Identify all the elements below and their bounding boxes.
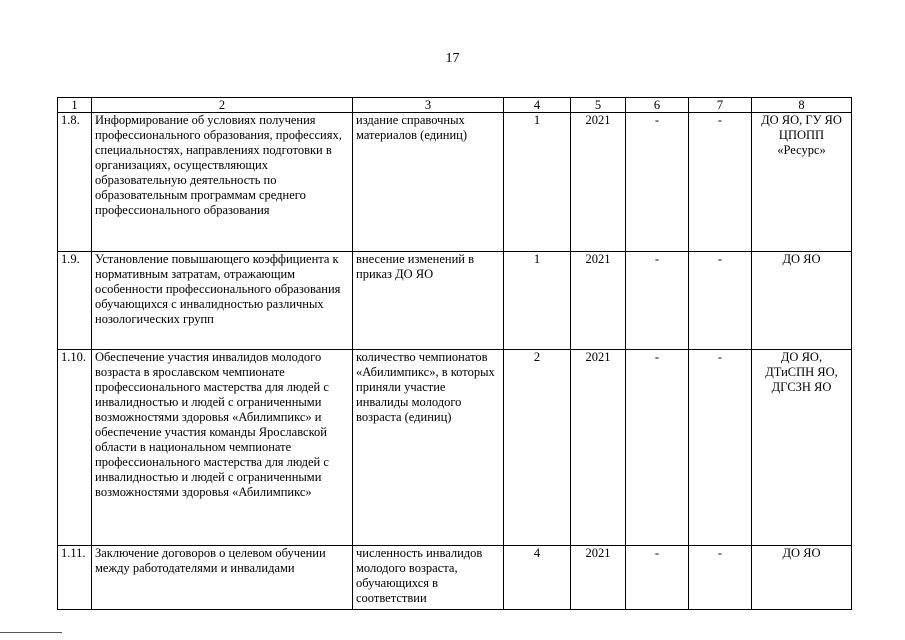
row-year: 2021 <box>571 350 626 546</box>
row-number: 1.9. <box>58 252 92 350</box>
header-cell: 2 <box>92 98 353 113</box>
row-year: 2021 <box>571 113 626 252</box>
header-cell: 4 <box>504 98 571 113</box>
page-number: 17 <box>445 51 460 66</box>
row-measure: Установление повышающего коэффициента к нормативным затратам, отражающим особенности профессионального образования обучающихся с инвалидностью различных нозологических групп <box>92 252 353 350</box>
row-value: 1 <box>504 113 571 252</box>
row-col7: - <box>689 350 752 546</box>
row-indicator: численность инвалидов молодого возраста, обучающихся в соответствии <box>353 546 504 610</box>
row-col6: - <box>626 546 689 610</box>
row-executor: ДО ЯО, ГУ ЯО ЦПОПП «Ресурс» <box>752 113 852 252</box>
row-indicator: количество чемпионатов «Абилимпикс», в которых приняли участие инвалиды молодого возраста (единиц) <box>353 350 504 546</box>
row-col7: - <box>689 113 752 252</box>
table-row <box>58 252 852 350</box>
row-number: 1.10. <box>58 350 92 546</box>
header-cell: 3 <box>353 98 504 113</box>
row-measure: Обеспечение участия инвалидов молодого возраста в ярославском чемпионате профессионального мастерства для людей с инвалидностью и людей с ограниченными возможностями здоровья «Абилимпикс» и обеспечение участия команды Ярославской области в национальном чемпионате профессионального мастерства для людей с инвалидностью и людей с ограниченными возможностями здоровья «Абилимпикс» <box>92 350 353 546</box>
row-executor: ДО ЯО, ДТиСПН ЯО, ДГСЗН ЯО <box>752 350 852 546</box>
row-value: 1 <box>504 252 571 350</box>
row-col6: - <box>626 113 689 252</box>
row-measure: Заключение договоров о целевом обучении между работодателями и инвалидами <box>92 546 353 610</box>
header-cell: 1 <box>58 98 92 113</box>
row-col6: - <box>626 350 689 546</box>
header-cell: 6 <box>626 98 689 113</box>
header-cell: 7 <box>689 98 752 113</box>
row-year: 2021 <box>571 252 626 350</box>
row-executor: ДО ЯО <box>752 546 852 610</box>
table-row <box>58 546 852 610</box>
page-edge-line <box>0 632 62 633</box>
row-number: 1.8. <box>58 113 92 252</box>
row-value: 4 <box>504 546 571 610</box>
row-executor: ДО ЯО <box>752 252 852 350</box>
row-number: 1.11. <box>58 546 92 610</box>
row-col7: - <box>689 252 752 350</box>
row-value: 2 <box>504 350 571 546</box>
table-header-row <box>58 98 852 113</box>
header-cell: 5 <box>571 98 626 113</box>
row-col7: - <box>689 546 752 610</box>
header-cell: 8 <box>752 98 852 113</box>
row-year: 2021 <box>571 546 626 610</box>
row-indicator: внесение изменений в приказ ДО ЯО <box>353 252 504 350</box>
row-measure: Информирование об условиях получения профессионального образования, профессиях, специальностях, направлениях подготовки в организациях, осуществляющих образовательную деятельность по образовательным программам среднего профессионального образования <box>92 113 353 252</box>
row-indicator: издание справочных материалов (единиц) <box>353 113 504 252</box>
row-col6: - <box>626 252 689 350</box>
table-row <box>58 113 852 252</box>
table-row <box>58 350 852 546</box>
measures-table <box>57 97 852 610</box>
